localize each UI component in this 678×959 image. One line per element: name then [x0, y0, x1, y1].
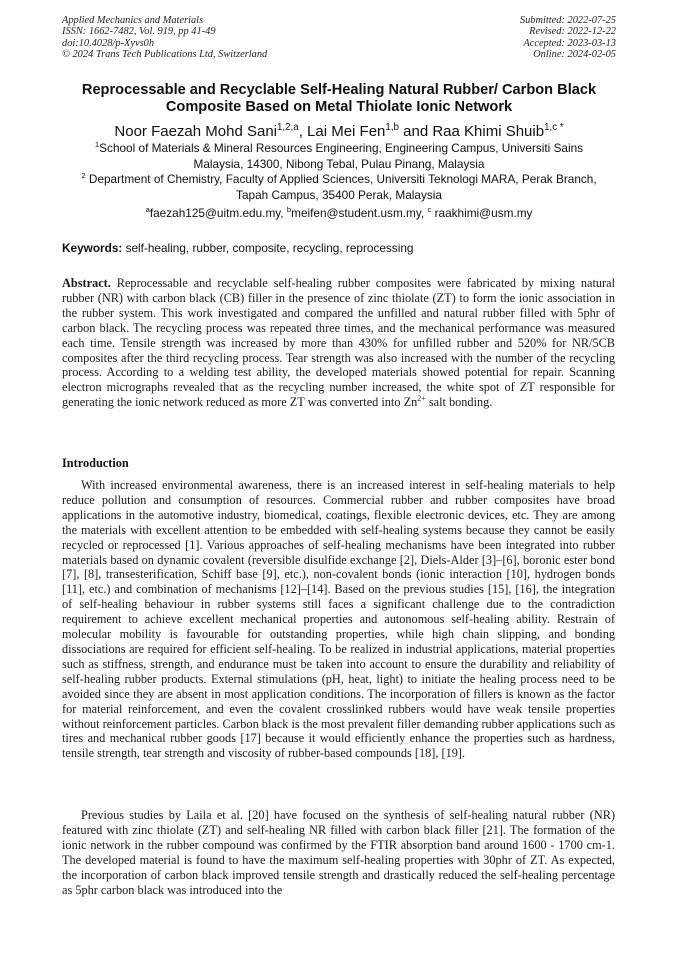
affiliation-sup: 1: [94, 140, 100, 150]
author-name: Lai Mei Fen: [307, 123, 386, 140]
abstract-superscript: 2+: [417, 394, 426, 404]
affiliation-2: [70, 172, 608, 203]
revised-date: Revised: 2022-12-22: [529, 26, 616, 38]
author-affil-sup: 1,2,a: [277, 122, 299, 133]
affiliation-text: School of Materials & Mineral Resources Engineering, Engineering Campus, Universiti Sains Malaysia, 14300, Nibong Tebal, Pulau Pinang, Malaysia: [99, 141, 584, 171]
author-name: Raa Khimi Shuib: [432, 123, 545, 140]
author-affil-sup: 1,c *: [544, 122, 564, 133]
keywords-text: self-healing, rubber, composite, recycling, reprocessing: [122, 241, 414, 255]
author-separator: and: [398, 123, 433, 140]
abstract-tail: salt bonding.: [425, 395, 493, 410]
paper-title: Reprocessable and Recyclable Self-Healing Natural Rubber/ Carbon Black Composite Based on Metal Thiolate Ionic Network: [81, 82, 597, 115]
email-sup: b: [286, 205, 292, 215]
email-sup: c: [427, 205, 432, 215]
affiliation-1: [70, 141, 608, 172]
introduction-paragraph-1: With increased environmental awareness, there is an increased interest in self-healing materials to help reduce pollution and consumption of resources. Commercial rubber and rubber composites have broad applications in the automotive industry, biomedical, coatings, flexible electronic devices, etc. They are among the materials with excellent attention to be embedded with self-healing systems because they cannot be easily recycled or reprocessed [1]. Various approaches of self-healing mechanisms have been integrated into rubber materials based on dynamic covalent (reversible disulfide exchange [2], Diels-Alder [3]–[6], boronic ester bond [7], [8], transesterification, Schiff base [9], etc.), non-covalent bonds (ionic interaction [10], hydrogen bonds [11], etc.) and combination of mechanisms [12]–[14]. Based on the previous studies [15], [16], the integration of self-healing behaviour in rubber systems still faces a significant challenge due to the contradiction requirement to achieve excellent mechanical properties and autonomous self-healing ability. Restrain of molecular mobility is favourable for outstanding properties, while high chain slipping, and bonding dissociations are required for efficient self-healing. To be realized in industrial applications, material properties such as stiffness, strength, and endurance must be taken into account to ensure the durability and reliability of self-healing rubber products. External stimulations (pH, heat, light) to initiate the healing process need to be avoided since they are absent in most application conditions. The incorporation of fillers is known as the factor for material reinforcement, and even the covalent crosslinked rubbers would have weak tensile properties without reinforcement particles. Carbon black is the most prevalent filler demanding rubber applications such as tires and mechanical rubber goods [17] because it would efficiently enhance the properties such as hardness, tensile strength, tear strength and viscosity of rubber-based compounds [18], [19].: [62, 478, 615, 761]
dates-header: [520, 15, 616, 60]
section-heading-introduction: Introduction: [62, 456, 129, 470]
issn-line: ISSN: 1662-7482, Vol. 919, pp 41-49: [62, 26, 216, 38]
journal-header: [62, 15, 267, 60]
introduction-paragraph-2: Previous studies by Laila et al. [20] have focused on the synthesis of self-healing natural rubber (NR) featured with zinc thiolate (ZT) and self-healing NR filled with carbon black filler [21]. The formation of the ionic network in the rubber compound was confirmed by the FTIR absorption band around 1600 - 1700 cm-1. The developed material is found to have the maximum self-healing properties with 30phr of ZT. As expected, the incorporation of carbon black improved tensile strength and drastically reduced the self-healing percentage as 5phr carbon black was introduced into the: [62, 808, 615, 897]
affiliation-sup: 2: [81, 171, 86, 181]
copyright-line: © 2024 Trans Tech Publications Ltd, Switzerland: [62, 48, 268, 60]
accepted-date: Accepted: 2023-03-13: [523, 37, 616, 49]
author-separator: ,: [298, 123, 308, 140]
email-link[interactable]: meifen@student.usm.my: [291, 206, 421, 220]
author-list: [62, 123, 616, 141]
journal-name: Applied Mechanics and Materials: [62, 15, 204, 26]
online-date: Online: 2024-02-05: [533, 48, 616, 60]
email-sup: a: [145, 205, 150, 215]
author-name: Noor Faezah Mohd Sani: [114, 123, 277, 140]
keywords-label: Keywords:: [62, 241, 123, 255]
author-affil-sup: 1,b: [385, 122, 399, 133]
doi-line: doi:10.4028/p-Xyvs0h: [62, 37, 155, 49]
submitted-date: Submitted: 2022-07-25: [519, 15, 616, 26]
affiliation-text: Department of Chemistry, Faculty of Applied Sciences, Universiti Teknologi MARA, Perak Branch, Tapah Campus, 35400 Perak, Malaysia: [85, 172, 597, 202]
email-link[interactable]: faezah125@uitm.edu.my: [149, 206, 281, 220]
abstract-label: Abstract.: [62, 276, 111, 290]
keywords-line: [62, 241, 616, 256]
abstract-paragraph: [62, 276, 615, 410]
email-separator: ,: [280, 206, 287, 220]
email-list: [62, 206, 616, 221]
abstract-text: Reprocessable and recyclable self-healing rubber composites were fabricated by mixing natural rubber (NR) with carbon black (CB) filler in the presence of zinc thiolate (ZT) to form the ionic association in the rubber system. This work investigated and compared the unfilled and natural rubber filled with 5phr of carbon black. The recycling process was repeated three times, and the mechanical performance was measured each time. Tensile strength was increased by more than 430% for unfilled rubber and 520% for NR/5CB composites after the third recycling process. Tear strength was also increased with the number of the recycling process. According to a welding test ability, the developed materials showed potential for repair. Scanning electron micrographs revealed that as the recycling number increased, the white spot of ZT responsible for generating the ionic network reduced as more ZT was converted into Zn: [62, 276, 615, 410]
email-link[interactable]: raakhimi@usm.my: [431, 206, 533, 220]
email-separator: ,: [420, 206, 428, 220]
